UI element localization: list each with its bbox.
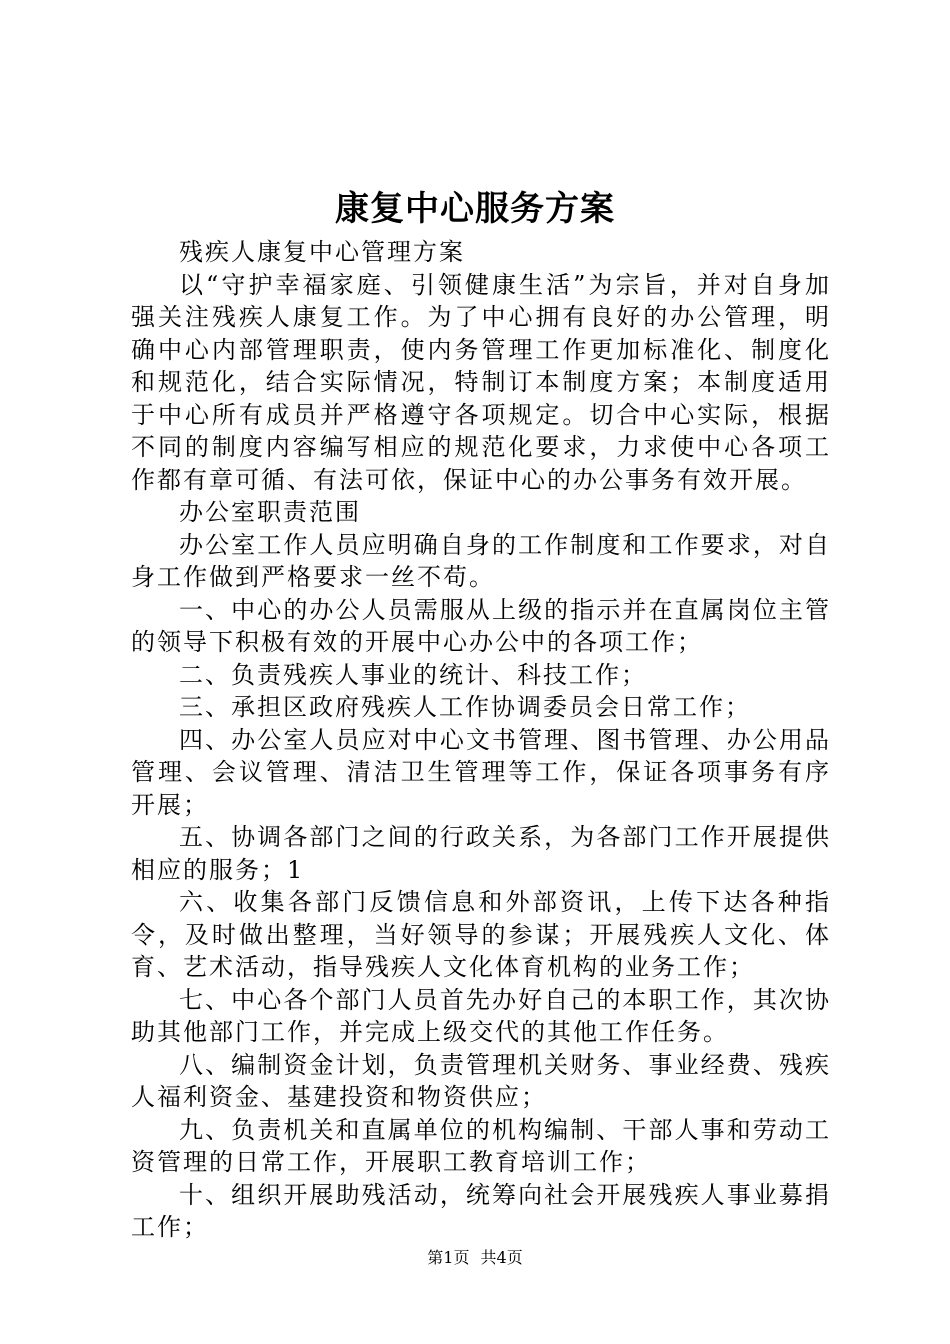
list-item: 十、组织开展助残活动，统筹向社会开展残疾人事业募捐工作； (131, 1180, 831, 1241)
list-item: 二、负责残疾人事业的统计、科技工作； (179, 660, 647, 689)
document-body (131, 236, 831, 1244)
page-footer (0, 1247, 950, 1269)
list-item: 一、中心的办公人员需服从上级的指示并在直属岗位主管的领导下积极有效的开展中心办公中的各项工作； (131, 595, 831, 656)
list-item: 五、协调各部门之间的行政关系，为各部门工作开展提供相应的服务；1 (131, 823, 831, 884)
body-paragraph: 办公室工作人员应明确自身的工作制度和工作要求，对自身工作做到严格要求一丝不苟。 (131, 530, 831, 591)
page-number: 第1页 (427, 1248, 470, 1267)
list-item: 四、办公室人员应对中心文书管理、图书管理、办公用品管理、会议管理、清洁卫生管理等工作，保证各项事务有序开展； (131, 725, 831, 819)
page-total: 共4页 (480, 1248, 523, 1267)
list-item: 七、中心各个部门人员首先办好自己的本职工作，其次协助其他部门工作，并完成上级交代的其他工作任务。 (131, 985, 831, 1046)
list-item: 六、收集各部门反馈信息和外部资讯，上传下达各种指令，及时做出整理，当好领导的参谋；开展残疾人文化、体育、艺术活动，指导残疾人文化体育机构的业务工作； (131, 888, 831, 981)
intro-paragraph: 以“守护幸福家庭、引领健康生活”为宗旨，并对自身加强关注残疾人康复工作。为了中心拥有良好的办公管理，明确中心内部管理职责，使内务管理工作更加标准化、制度化和规范化，结合实际情况，特制订本制度方案；本制度适用于中心所有成员并严格遵守各项规定。切合中心实际，根据不同的制度内容编写相应的规范化要求，力求使中心各项工作都有章可循、有法可依，保证中心的办公事务有效开展。 (131, 270, 831, 494)
section-heading: 残疾人康复中心管理方案 (179, 238, 465, 266)
list-item: 八、编制资金计划，负责管理机关财务、事业经费、残疾人福利资金、基建投资和物资供应； (131, 1050, 831, 1111)
section-heading: 办公室职责范围 (179, 498, 361, 526)
list-item: 九、负责机关和直属单位的机构编制、干部人事和劳动工资管理的日常工作，开展职工教育培训工作； (131, 1115, 831, 1176)
document-title: 康复中心服务方案 (335, 189, 615, 229)
list-item: 三、承担区政府残疾人工作协调委员会日常工作； (179, 693, 751, 721)
